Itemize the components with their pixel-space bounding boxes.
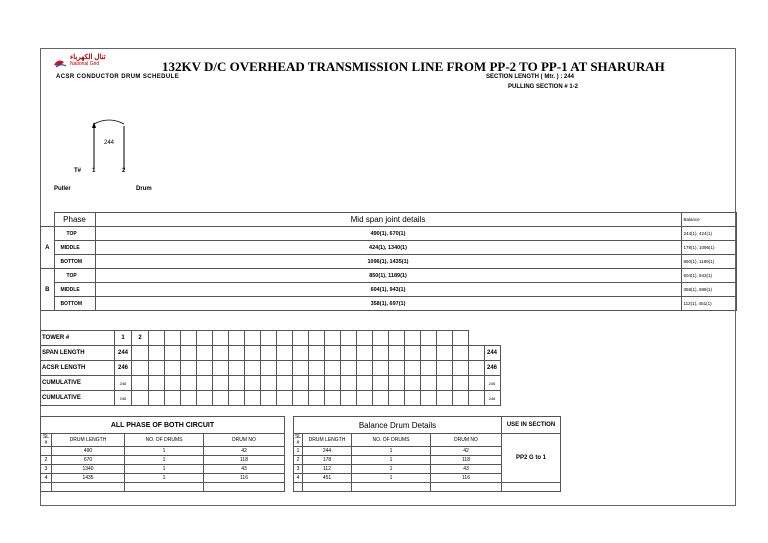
- phase-row: [41, 227, 737, 241]
- mid-span-value: 424(1), 1340(1): [95, 241, 681, 255]
- mid-span-value: 490(1), 670(1): [95, 227, 681, 241]
- cell: 1: [352, 456, 431, 465]
- tower-cell: 246: [115, 376, 132, 391]
- tower-end-cell: 246: [484, 376, 500, 391]
- cell: 112: [303, 465, 352, 474]
- logo-text: تنال الكهرباء National Grid: [70, 54, 106, 67]
- schedule-subtitle: ACSR CONDUCTOR DRUM SCHEDULE: [56, 74, 180, 80]
- col-header: DRUM NO: [431, 434, 502, 447]
- cell: 1: [125, 465, 204, 474]
- col-header: DRUM LENGTH: [303, 434, 352, 447]
- phase-name: MIDDLE: [54, 283, 95, 297]
- phase-table: [40, 212, 737, 311]
- mid-span-value: 604(1), 943(1): [95, 283, 681, 297]
- table-row: [41, 474, 285, 483]
- diagram-tower-label: T#: [74, 168, 82, 174]
- tower-table: [40, 330, 501, 406]
- mid-span-value: 358(1), 697(1): [95, 297, 681, 311]
- col-header: SL #: [41, 434, 52, 447]
- balance-value: 850(1), 1189(1): [681, 255, 736, 269]
- mid-span-header: Mid span joint details: [95, 213, 681, 227]
- cell: [41, 447, 52, 456]
- cell: 490: [52, 447, 125, 456]
- table-row: [41, 465, 285, 474]
- cell: 43: [204, 465, 285, 474]
- diagram-tower-1: 1: [92, 168, 96, 174]
- tower-cell: [132, 391, 149, 406]
- phase-row: [41, 297, 737, 311]
- cell: 451: [303, 474, 352, 483]
- cell: 1: [352, 465, 431, 474]
- cell: 1: [125, 474, 204, 483]
- puller-label: Puller: [54, 186, 71, 192]
- tower-end-cell: 244: [484, 346, 500, 361]
- pulling-section: PULLING SECTION # 1-2: [508, 84, 579, 90]
- tower-cell: 246: [115, 361, 132, 376]
- table-row: [41, 456, 285, 465]
- tower-row: [41, 391, 501, 406]
- cell: 2: [294, 456, 303, 465]
- tower-row: [41, 346, 501, 361]
- tower-cell: [132, 346, 149, 361]
- cell: 670: [52, 456, 125, 465]
- diagram-span: 244: [104, 140, 115, 146]
- row-label: ACSR LENGTH: [41, 361, 115, 376]
- col-header: DRUM NO: [204, 434, 285, 447]
- cell: 116: [204, 474, 285, 483]
- tower-end-cell: [484, 331, 500, 346]
- col-header: NO. OF DRUMS: [352, 434, 431, 447]
- cell: 244: [303, 447, 352, 456]
- cell: 1435: [52, 474, 125, 483]
- mid-span-value: 1096(1), 1435(1): [95, 255, 681, 269]
- cell: 3: [41, 465, 52, 474]
- cell: 42: [431, 447, 502, 456]
- phase-name: BOTTOM: [54, 297, 95, 311]
- tower-cell: 1: [115, 331, 132, 346]
- cell: 4: [41, 474, 52, 483]
- cell: 2: [41, 456, 52, 465]
- all-phase-title: ALL PHASE OF BOTH CIRCUIT: [41, 417, 285, 434]
- all-phase-table: [40, 416, 285, 492]
- diagram-tower-2: 2: [122, 168, 126, 174]
- phase-name: BOTTOM: [54, 255, 95, 269]
- row-label: SPAN LENGTH: [41, 346, 115, 361]
- row-label: CUMULATIVE: [41, 376, 115, 391]
- row-label: CUMULATIVE: [41, 391, 115, 406]
- cell: 1: [352, 474, 431, 483]
- cell: 118: [431, 456, 502, 465]
- cell: 178: [303, 456, 352, 465]
- phase-name: MIDDLE: [54, 241, 95, 255]
- circuit-label: B: [41, 269, 55, 311]
- col-header: NO. OF DRUMS: [125, 434, 204, 447]
- cell: 3: [294, 465, 303, 474]
- cell: 1: [294, 447, 303, 456]
- cell: 42: [204, 447, 285, 456]
- tower-cell: 244: [115, 346, 132, 361]
- phase-row: [41, 255, 737, 269]
- balance-value: 244(1), 424(1): [681, 227, 736, 241]
- use-in-section-header: USE IN SECTION: [502, 417, 561, 434]
- balance-value: 178(1), 1096(1): [681, 241, 736, 255]
- balance-value: 358(1), 698(1): [681, 283, 736, 297]
- cell: 4: [294, 474, 303, 483]
- tower-row: [41, 376, 501, 391]
- cell: 43: [431, 465, 502, 474]
- col-header: DRUM LENGTH: [52, 434, 125, 447]
- row-label: TOWER #: [41, 331, 115, 346]
- phase-row: [41, 269, 737, 283]
- balance-drum-table: [293, 416, 561, 492]
- phase-header: Phase: [54, 213, 95, 227]
- cell: 1: [352, 447, 431, 456]
- tower-cell: [132, 361, 149, 376]
- cell: 1340: [52, 465, 125, 474]
- cell: 116: [431, 474, 502, 483]
- table-row: [41, 447, 285, 456]
- tower-cell: [132, 376, 149, 391]
- tower-end-cell: 246: [484, 361, 500, 376]
- phase-row: [41, 241, 737, 255]
- col-header: SL #: [294, 434, 302, 446]
- phase-name: TOP: [54, 227, 95, 241]
- tower-cell: 246: [115, 391, 132, 406]
- balance-value: 112(1), 451(1): [681, 297, 736, 311]
- tower-cell: 2: [132, 331, 149, 346]
- phase-name: TOP: [54, 269, 95, 283]
- cell: 1: [125, 456, 204, 465]
- section-length: SECTION LENGTH ( Mtr. ) : 244: [486, 74, 575, 80]
- cell: 118: [204, 456, 285, 465]
- phase-row: [41, 283, 737, 297]
- balance-title: Balance Drum Details: [294, 417, 502, 434]
- pulling-diagram: [80, 118, 140, 178]
- cell: 1: [125, 447, 204, 456]
- tower-end-cell: 246: [484, 391, 500, 406]
- balance-value: 604(1), 943(1): [681, 269, 736, 283]
- mid-span-value: 850(1), 1189(1): [95, 269, 681, 283]
- balance-header: Balance: [681, 213, 736, 227]
- page-title: 132KV D/C OVERHEAD TRANSMISSION LINE FROM PP-2 TO PP-1 AT SHARURAH: [162, 59, 665, 74]
- circuit-label: A: [41, 227, 55, 269]
- use-in-section-value: PP2 G to 1: [502, 434, 561, 483]
- tower-row: [41, 361, 501, 376]
- tower-row: [41, 331, 501, 346]
- conductor-span: [94, 120, 124, 124]
- drum-label: Drum: [136, 186, 152, 192]
